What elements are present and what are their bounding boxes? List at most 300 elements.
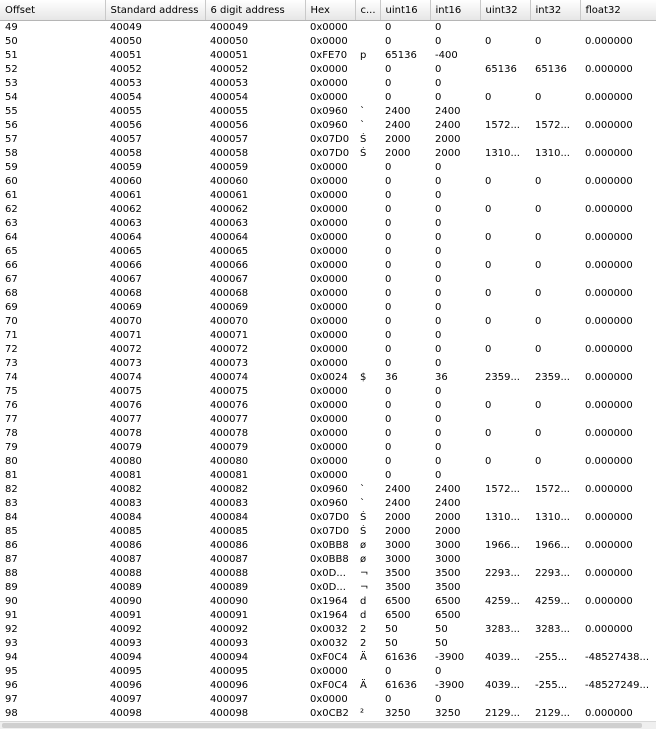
cell-offset: 94	[5, 652, 18, 663]
cell-uint16: 36	[385, 372, 398, 383]
cell-offset: 61	[5, 190, 18, 201]
table-row[interactable]	[0, 455, 656, 469]
cell-uint16: 0	[385, 694, 392, 705]
cell-uint32: 0	[485, 344, 492, 355]
cell-offset: 69	[5, 302, 18, 313]
cell-int32: 0	[535, 428, 542, 439]
column-header-hex[interactable]: Hex	[305, 0, 355, 21]
table-row[interactable]	[0, 217, 656, 231]
table-row[interactable]	[0, 287, 656, 301]
cell-uint16: 0	[385, 358, 392, 369]
cell-standard-address: 40078	[110, 428, 142, 439]
cell-uint16: 6500	[385, 610, 411, 621]
cell-6-digit-address: 400052	[210, 64, 249, 75]
cell-uint16: 0	[385, 232, 392, 243]
cell-char: ¬	[360, 582, 369, 593]
cell-char: ¬	[360, 568, 369, 579]
cell-hex: 0x0000	[310, 246, 348, 257]
cell-int32: 1310...	[535, 148, 570, 159]
cell-float32	[580, 413, 656, 427]
cell-uint32	[480, 413, 530, 427]
cell-6-digit-address: 400094	[210, 652, 249, 663]
cell-char	[355, 175, 380, 189]
cell-hex: 0x0D...	[310, 582, 346, 593]
cell-uint16: 2400	[385, 106, 411, 117]
table-row[interactable]	[0, 651, 656, 665]
cell-float32: 0.000000	[585, 428, 633, 439]
cell-float32: 0.000000	[585, 344, 633, 355]
cell-6-digit-address: 400085	[210, 526, 249, 537]
table-row[interactable]	[0, 161, 656, 175]
cell-standard-address: 40066	[110, 260, 142, 271]
cell-int16: 0	[435, 302, 442, 313]
cell-offset: 89	[5, 582, 18, 593]
cell-float32: 0.000000	[585, 92, 633, 103]
table-row[interactable]	[0, 399, 656, 413]
table-row[interactable]	[0, 623, 656, 637]
cell-standard-address: 40065	[110, 246, 142, 257]
cell-char	[355, 665, 380, 679]
cell-char	[355, 343, 380, 357]
cell-int16: 3500	[435, 582, 461, 593]
cell-standard-address: 40071	[110, 330, 142, 341]
cell-float32: 0.000000	[585, 316, 633, 327]
cell-float32	[580, 637, 656, 651]
cell-char	[355, 357, 380, 371]
table-row[interactable]	[0, 707, 656, 721]
cell-char	[355, 189, 380, 203]
cell-uint16: 0	[385, 400, 392, 411]
cell-hex: 0x0BB8	[310, 554, 349, 565]
cell-6-digit-address: 400060	[210, 176, 249, 187]
cell-6-digit-address: 400097	[210, 694, 249, 705]
cell-uint32	[480, 665, 530, 679]
cell-float32: 0.000000	[585, 176, 633, 187]
cell-uint32: 0	[485, 36, 492, 47]
table-row[interactable]	[0, 105, 656, 119]
cell-uint32	[480, 21, 530, 36]
cell-int32	[530, 189, 580, 203]
cell-int32	[530, 301, 580, 315]
cell-hex: 0x07D0	[310, 148, 350, 159]
cell-offset: 95	[5, 666, 18, 677]
cell-int16: 50	[435, 638, 448, 649]
cell-standard-address: 40072	[110, 344, 142, 355]
cell-uint32: 1310...	[485, 512, 520, 523]
cell-uint32	[480, 357, 530, 371]
cell-int16: 3250	[435, 708, 461, 719]
table-row[interactable]	[0, 21, 656, 36]
cell-6-digit-address: 400098	[210, 708, 249, 719]
table-row[interactable]	[0, 665, 656, 679]
cell-6-digit-address: 400089	[210, 582, 249, 593]
cell-offset: 85	[5, 526, 18, 537]
cell-6-digit-address: 400069	[210, 302, 249, 313]
cell-offset: 62	[5, 204, 18, 215]
cell-standard-address: 40062	[110, 204, 142, 215]
table-row[interactable]	[0, 301, 656, 315]
cell-uint16: 0	[385, 64, 392, 75]
cell-uint32	[480, 189, 530, 203]
cell-float32	[580, 301, 656, 315]
cell-int32: -255...	[535, 652, 568, 663]
cell-standard-address: 40075	[110, 386, 142, 397]
cell-uint16: 0	[385, 330, 392, 341]
cell-uint16: 0	[385, 316, 392, 327]
cell-uint32: 4259...	[485, 596, 520, 607]
column-header-standard-address[interactable]: Standard address	[105, 0, 205, 21]
table-row[interactable]	[0, 49, 656, 63]
cell-uint32: 0	[485, 456, 492, 467]
cell-6-digit-address: 400064	[210, 232, 249, 243]
cell-6-digit-address: 400083	[210, 498, 249, 509]
cell-offset: 83	[5, 498, 18, 509]
table-row[interactable]	[0, 553, 656, 567]
cell-offset: 77	[5, 414, 18, 425]
cell-hex: 0x0000	[310, 344, 348, 355]
cell-offset: 70	[5, 316, 18, 327]
table-row[interactable]	[0, 539, 656, 553]
cell-uint32: 0	[485, 204, 492, 215]
column-header-int32[interactable]: int32	[530, 0, 580, 21]
cell-uint32	[480, 469, 530, 483]
table-row[interactable]	[0, 441, 656, 455]
cell-6-digit-address: 400055	[210, 106, 249, 117]
cell-uint16: 0	[385, 456, 392, 467]
cell-6-digit-address: 400054	[210, 92, 249, 103]
column-header-char[interactable]: c...	[355, 0, 380, 21]
cell-hex: 0x0960	[310, 484, 348, 495]
cell-float32: 0.000000	[585, 708, 633, 719]
cell-int16: 2400	[435, 484, 461, 495]
cell-uint16: 3500	[385, 568, 411, 579]
table-row[interactable]	[0, 315, 656, 329]
cell-6-digit-address: 400058	[210, 148, 249, 159]
cell-int32	[530, 497, 580, 511]
table-row[interactable]	[0, 693, 656, 707]
cell-standard-address: 40069	[110, 302, 142, 313]
cell-hex: 0x0000	[310, 316, 348, 327]
cell-int32: -255...	[535, 680, 568, 691]
cell-float32	[580, 161, 656, 175]
table-row[interactable]	[0, 77, 656, 91]
cell-6-digit-address: 400086	[210, 540, 249, 551]
column-header-offset[interactable]: Offset	[0, 0, 105, 21]
cell-uint32: 1310...	[485, 148, 520, 159]
cell-int16: 0	[435, 22, 442, 33]
cell-int16: 0	[435, 274, 442, 285]
cell-int32: 0	[535, 176, 542, 187]
table-row[interactable]	[0, 119, 656, 133]
cell-float32: 0.000000	[585, 596, 633, 607]
cell-int32: 0	[535, 316, 542, 327]
cell-uint16: 0	[385, 218, 392, 229]
cell-char	[355, 287, 380, 301]
cell-6-digit-address: 400076	[210, 400, 249, 411]
cell-6-digit-address: 400065	[210, 246, 249, 257]
cell-int32	[530, 469, 580, 483]
table-row[interactable]	[0, 189, 656, 203]
cell-float32: 0.000000	[585, 148, 633, 159]
cell-standard-address: 40050	[110, 36, 142, 47]
cell-char	[355, 399, 380, 413]
cell-uint32: 2129...	[485, 708, 520, 719]
cell-uint16: 0	[385, 288, 392, 299]
table-row[interactable]	[0, 595, 656, 609]
cell-int16: 0	[435, 92, 442, 103]
cell-int16: 0	[435, 204, 442, 215]
cell-char: p	[360, 50, 367, 61]
cell-offset: 72	[5, 344, 18, 355]
cell-6-digit-address: 400084	[210, 512, 249, 523]
table-row[interactable]	[0, 357, 656, 371]
scrollbar-thumb[interactable]	[2, 723, 642, 728]
cell-standard-address: 40091	[110, 610, 142, 621]
table-row[interactable]	[0, 175, 656, 189]
table-row[interactable]	[0, 245, 656, 259]
cell-int16: 2000	[435, 148, 461, 159]
table-row[interactable]	[0, 63, 656, 77]
cell-offset: 76	[5, 400, 18, 411]
cell-standard-address: 40090	[110, 596, 142, 607]
table-row[interactable]	[0, 203, 656, 217]
cell-float32: 0.000000	[585, 400, 633, 411]
cell-hex: 0x0024	[310, 372, 348, 383]
cell-char	[355, 203, 380, 217]
cell-uint16: 0	[385, 414, 392, 425]
cell-6-digit-address: 400093	[210, 638, 249, 649]
cell-int16: 0	[435, 330, 442, 341]
table-row[interactable]	[0, 497, 656, 511]
table-row[interactable]	[0, 427, 656, 441]
cell-int16: 0	[435, 428, 442, 439]
table-row[interactable]	[0, 259, 656, 273]
cell-uint32: 0	[485, 288, 492, 299]
table-row[interactable]	[0, 525, 656, 539]
cell-int32	[530, 413, 580, 427]
table-row[interactable]	[0, 483, 656, 497]
cell-6-digit-address: 400088	[210, 568, 249, 579]
cell-offset: 53	[5, 78, 18, 89]
cell-uint16: 0	[385, 22, 392, 33]
table-row[interactable]	[0, 567, 656, 581]
cell-uint32	[480, 497, 530, 511]
cell-int32: 2359...	[535, 372, 570, 383]
cell-standard-address: 40068	[110, 288, 142, 299]
cell-hex: 0x0960	[310, 498, 348, 509]
cell-standard-address: 40089	[110, 582, 142, 593]
cell-uint32: 0	[485, 92, 492, 103]
cell-6-digit-address: 400049	[210, 22, 249, 33]
table-row[interactable]	[0, 133, 656, 147]
cell-int32	[530, 525, 580, 539]
table-row[interactable]	[0, 329, 656, 343]
cell-uint16: 50	[385, 624, 398, 635]
cell-int16: 2400	[435, 106, 461, 117]
cell-float32	[580, 665, 656, 679]
table-row[interactable]	[0, 413, 656, 427]
cell-uint16: 0	[385, 204, 392, 215]
cell-standard-address: 40063	[110, 218, 142, 229]
cell-char	[355, 161, 380, 175]
cell-uint32	[480, 609, 530, 623]
cell-int16: 0	[435, 400, 442, 411]
cell-offset: 60	[5, 176, 18, 187]
cell-6-digit-address: 400087	[210, 554, 249, 565]
cell-int16: 6500	[435, 596, 461, 607]
cell-float32: 0.000000	[585, 484, 633, 495]
cell-int32: 0	[535, 204, 542, 215]
cell-int32	[530, 77, 580, 91]
cell-int32	[530, 385, 580, 399]
cell-char: 2	[360, 638, 367, 649]
cell-offset: 73	[5, 358, 18, 369]
cell-offset: 50	[5, 36, 18, 47]
cell-standard-address: 40088	[110, 568, 142, 579]
column-header-float32[interactable]: float32	[580, 0, 656, 21]
table-row[interactable]	[0, 35, 656, 49]
cell-offset: 84	[5, 512, 18, 523]
cell-int32	[530, 553, 580, 567]
cell-offset: 81	[5, 470, 18, 481]
cell-uint32: 3283...	[485, 624, 520, 635]
table-row[interactable]	[0, 609, 656, 623]
cell-float32	[580, 105, 656, 119]
cell-int32: 65136	[535, 64, 567, 75]
cell-int16: 0	[435, 218, 442, 229]
cell-uint16: 0	[385, 176, 392, 187]
cell-char	[355, 693, 380, 707]
table-row[interactable]	[0, 371, 656, 385]
table-row[interactable]	[0, 385, 656, 399]
cell-standard-address: 40080	[110, 456, 142, 467]
cell-uint32: 2293...	[485, 568, 520, 579]
cell-float32	[580, 189, 656, 203]
cell-int32	[530, 21, 580, 36]
cell-offset: 82	[5, 484, 18, 495]
cell-float32	[580, 49, 656, 63]
column-header-int16[interactable]: int16	[430, 0, 480, 21]
table-row[interactable]	[0, 679, 656, 693]
cell-int16: 0	[435, 246, 442, 257]
cell-int32: 1572...	[535, 120, 570, 131]
cell-standard-address: 40077	[110, 414, 142, 425]
cell-uint16: 0	[385, 442, 392, 453]
table-row[interactable]	[0, 273, 656, 287]
cell-offset: 66	[5, 260, 18, 271]
cell-offset: 51	[5, 50, 18, 61]
cell-6-digit-address: 400063	[210, 218, 249, 229]
cell-offset: 75	[5, 386, 18, 397]
cell-uint16: 2000	[385, 512, 411, 523]
cell-offset: 98	[5, 708, 18, 719]
cell-float32: 0.000000	[585, 568, 633, 579]
table-row[interactable]	[0, 511, 656, 525]
cell-int32: 2293...	[535, 568, 570, 579]
cell-char: `	[360, 106, 365, 117]
table-row[interactable]	[0, 581, 656, 595]
cell-offset: 52	[5, 64, 18, 75]
table-row[interactable]	[0, 637, 656, 651]
cell-uint32	[480, 525, 530, 539]
table-row[interactable]	[0, 91, 656, 105]
table-row[interactable]	[0, 343, 656, 357]
cell-offset: 93	[5, 638, 18, 649]
cell-offset: 91	[5, 610, 18, 621]
column-header-6-digit-address[interactable]: 6 digit address	[205, 0, 305, 21]
cell-int32	[530, 665, 580, 679]
cell-standard-address: 40095	[110, 666, 142, 677]
cell-float32	[580, 357, 656, 371]
cell-offset: 96	[5, 680, 18, 691]
cell-standard-address: 40096	[110, 680, 142, 691]
cell-char: d	[360, 610, 367, 621]
cell-uint32	[480, 553, 530, 567]
cell-int16: 0	[435, 694, 442, 705]
table-row[interactable]	[0, 469, 656, 483]
cell-hex: 0x0000	[310, 694, 348, 705]
cell-offset: 87	[5, 554, 18, 565]
cell-standard-address: 40087	[110, 554, 142, 565]
cell-standard-address: 40076	[110, 400, 142, 411]
cell-int16: 2000	[435, 134, 461, 145]
cell-6-digit-address: 400077	[210, 414, 249, 425]
cell-int32: 1310...	[535, 512, 570, 523]
cell-offset: 59	[5, 162, 18, 173]
cell-int16: 0	[435, 456, 442, 467]
cell-6-digit-address: 400071	[210, 330, 249, 341]
cell-float32: -48527438...	[585, 652, 650, 663]
cell-uint32: 0	[485, 176, 492, 187]
cell-int32: 0	[535, 232, 542, 243]
cell-float32	[580, 693, 656, 707]
horizontal-scrollbar[interactable]	[0, 721, 656, 729]
cell-hex: 0x0000	[310, 470, 348, 481]
cell-int16: 2000	[435, 512, 461, 523]
cell-float32: -48527249...	[585, 680, 650, 691]
cell-offset: 58	[5, 148, 18, 159]
cell-char: ²	[360, 708, 365, 719]
cell-hex: 0x0000	[310, 386, 348, 397]
cell-float32	[580, 441, 656, 455]
cell-hex: 0xF0C4	[310, 652, 348, 663]
cell-hex: 0x0000	[310, 190, 348, 201]
cell-uint32	[480, 133, 530, 147]
cell-standard-address: 40056	[110, 120, 142, 131]
cell-uint16: 0	[385, 470, 392, 481]
cell-int16: -3900	[435, 680, 465, 691]
cell-uint16: 3000	[385, 540, 411, 551]
cell-hex: 0x0000	[310, 302, 348, 313]
cell-uint16: 0	[385, 274, 392, 285]
table-row[interactable]	[0, 147, 656, 161]
cell-float32: 0.000000	[585, 120, 633, 131]
cell-int16: 0	[435, 176, 442, 187]
column-header-uint16[interactable]: uint16	[380, 0, 430, 21]
cell-float32	[580, 553, 656, 567]
cell-int32	[530, 441, 580, 455]
cell-float32: 0.000000	[585, 36, 633, 47]
cell-uint32	[480, 105, 530, 119]
cell-standard-address: 40054	[110, 92, 142, 103]
cell-6-digit-address: 400079	[210, 442, 249, 453]
cell-standard-address: 40085	[110, 526, 142, 537]
table-row[interactable]	[0, 231, 656, 245]
cell-char	[355, 273, 380, 287]
cell-hex: 0x0000	[310, 358, 348, 369]
column-header-uint32[interactable]: uint32	[480, 0, 530, 21]
cell-uint16: 0	[385, 386, 392, 397]
